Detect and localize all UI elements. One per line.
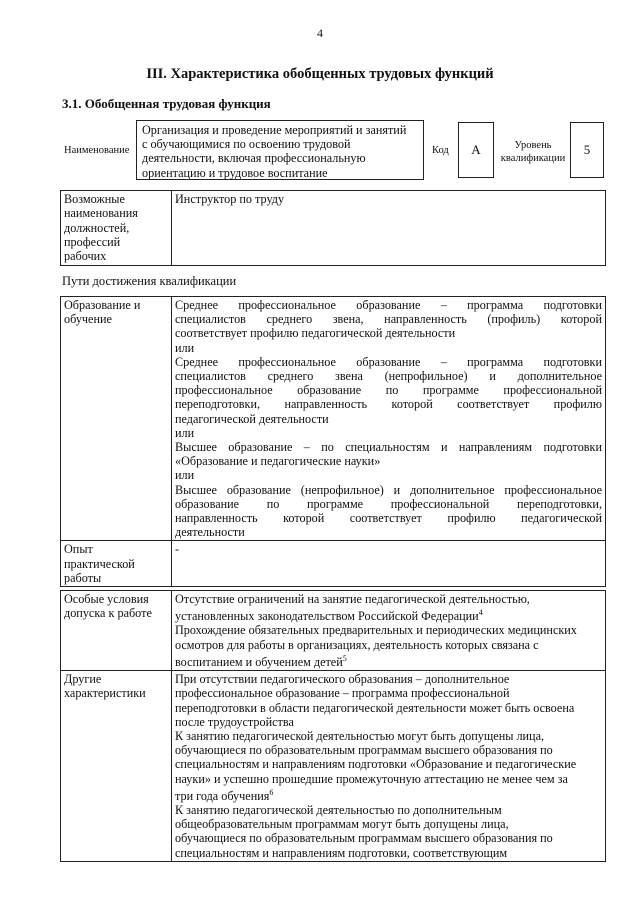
label-line: допуска к работе (64, 606, 152, 621)
text-line: Прохождение обязательных предварительных и периодических медицинских (175, 623, 577, 638)
text-line: При отсутствии педагогического образования – дополнительное (175, 672, 510, 687)
label-line: профессий (64, 234, 121, 249)
education-value (172, 297, 606, 541)
text-line (175, 786, 602, 803)
code-value: А (458, 122, 494, 178)
function-name-line: ориентацию и трудовое воспитание (142, 165, 328, 180)
label-line: Другие (64, 672, 102, 687)
education-label (61, 297, 172, 541)
footnote-ref: 5 (342, 653, 347, 663)
text-line: образование по программе профессиональной переподготовки, (175, 496, 602, 511)
text-line: направленность которой соответствует профилю педагогической (175, 511, 602, 526)
text-line: К занятию педагогической деятельностью по дополнительным (175, 803, 502, 818)
label-line: Опыт (64, 542, 93, 557)
qualification-level-label (498, 139, 568, 165)
positions-label (61, 191, 172, 266)
text-line: науки» и успешно прошедшие промежуточную аттестацию не менее чем за (175, 771, 568, 786)
text-span: установленных законодательством Российской Федерации (175, 609, 479, 624)
text-line: профессиональное образование – программа профессиональной (175, 686, 510, 701)
footnote-ref: 6 (269, 787, 274, 797)
label-line: наименования (64, 206, 138, 221)
function-name-line: Организация и проведение мероприятий и занятий (142, 123, 407, 137)
special-conditions-label (61, 591, 172, 671)
text-line: соответствует профилю педагогической деятельности (175, 326, 456, 341)
text-line: осмотров для работы в организациях, деятельность которых связана с (175, 637, 539, 652)
text-line: Отсутствие ограничений на занятие педагогической деятельностью, (175, 592, 530, 606)
special-conditions-value (172, 591, 606, 671)
text-line: после трудоустройства (175, 714, 294, 729)
text-line: К занятию педагогической деятельностью могут быть допущены лица, (175, 728, 545, 743)
function-name-line: с обучающимися по освоению трудовой (142, 137, 351, 152)
education-table (60, 296, 606, 587)
text-line: или (175, 425, 195, 440)
text-line (175, 606, 602, 623)
text-line: или (175, 468, 195, 483)
code-label: Код (432, 145, 449, 156)
label-line: Образование и (64, 298, 141, 312)
page-number: 4 (317, 26, 323, 40)
label-line: обучение (64, 312, 112, 327)
text-line: деятельности (175, 525, 245, 540)
function-name-line: деятельности, включая профессиональную (142, 151, 366, 166)
conditions-table (60, 590, 606, 862)
text-line: Высшее образование (непрофильное) и дополнительное профессиональное (175, 482, 602, 497)
text-line: Высшее образование – по специальностям и направлениям подготовки (175, 440, 602, 455)
text-line: специальностям и направлениям подготовки «Образование и педагогические (175, 757, 577, 772)
positions-value: Инструктор по труду (172, 191, 606, 266)
footnote-ref: 4 (478, 608, 483, 618)
level-label-line: квалификации (500, 153, 566, 164)
qualification-level-value: 5 (570, 122, 604, 178)
label-line: рабочих (64, 249, 107, 264)
label-line: Возможные (64, 192, 125, 206)
text-span: воспитанием и обучением детей (175, 654, 343, 669)
text-line: переподготовки в области педагогической деятельности может быть освоена (175, 700, 575, 715)
text-span: три года обучения (175, 788, 270, 803)
text-line: или (175, 340, 195, 355)
text-line: переподготовки, направленность которой соответствует профилю (175, 397, 602, 412)
label-line: характеристики (64, 686, 146, 701)
text-line: педагогической деятельности (175, 411, 329, 426)
text-line: обучающиеся по образовательным программам высшего образования по (175, 831, 553, 846)
positions-table (60, 190, 606, 266)
other-label (61, 671, 172, 862)
label-line: Особые условия (64, 592, 149, 606)
text-line: Среднее профессиональное образование – программа подготовки (175, 298, 602, 312)
function-name-label: Наименование (64, 145, 130, 156)
text-line: Среднее профессиональное образование – программа подготовки (175, 354, 602, 369)
text-line: специалистов среднего звена, направленность (профиль) которой (175, 312, 602, 327)
label-line: работы (64, 570, 102, 585)
text-line: обучающиеся по образовательным программам высшего образования по (175, 743, 553, 758)
label-line: практической (64, 556, 135, 571)
text-line: общеобразовательным программам могут быть допущены лица, (175, 817, 509, 832)
text-line: «Образование и педагогические науки» (175, 454, 381, 469)
function-name-box (136, 120, 424, 180)
paths-heading: Пути достижения квалификации (62, 274, 237, 288)
other-value (172, 671, 606, 862)
text-line (175, 652, 602, 669)
text-line: специалистов среднего звена (непрофильное) и дополнительное (175, 369, 602, 384)
level-label-line: Уровень (514, 140, 552, 151)
section-title: III. Характеристика обобщенных трудовых функций (146, 66, 494, 82)
experience-value: - (172, 541, 606, 587)
text-line: профессиональное образование по программе профессиональной (175, 383, 602, 398)
text-line: специальностям и направлениям подготовки, соответствующим (175, 845, 508, 860)
experience-label (61, 541, 172, 587)
label-line: должностей, (64, 220, 130, 235)
subsection-title: 3.1. Обобщенная трудовая функция (62, 96, 271, 111)
